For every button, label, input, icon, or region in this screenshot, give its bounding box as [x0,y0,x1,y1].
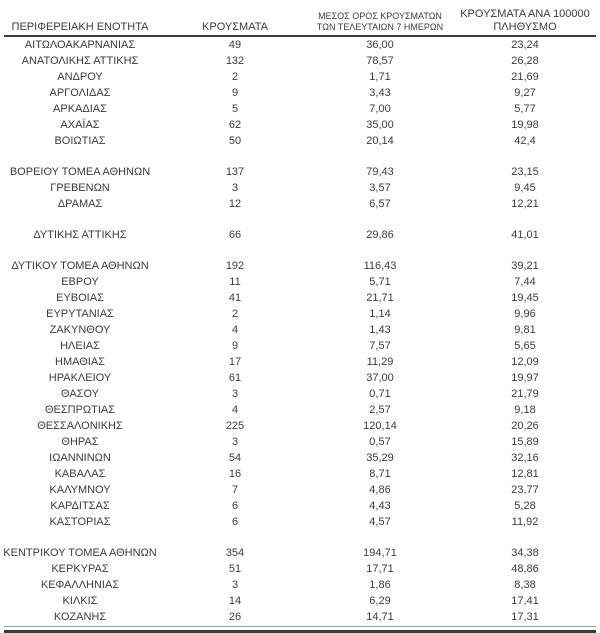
region-cell: ΗΡΑΚΛΕΙΟΥ [48,372,112,384]
table-row [0,338,600,354]
table-row [0,402,600,418]
cases-cell: 3 [231,579,239,591]
avg7-cell: 21,71 [366,292,394,304]
avg7-cell: 5,71 [369,276,391,288]
avg7-cell: 11,29 [366,356,394,368]
cases-cell: 16 [228,468,242,480]
table-row [0,466,600,482]
region-cell: ΚΑΡΔΙΤΣΑΣ [50,500,110,512]
avg7-cell: 3,43 [369,87,391,99]
table-row [0,498,600,514]
per100k-cell: 23,77 [511,484,539,496]
per100k-cell: 8,38 [514,579,536,591]
per100k-cell: 20,26 [511,420,539,432]
avg7-cell: 120,14 [363,420,397,432]
table-row [0,306,600,322]
cases-cell: 50 [228,135,242,147]
avg7-cell: 4,43 [369,500,391,512]
avg7-cell: 116,43 [363,260,397,272]
section-gap [0,149,600,164]
avg7-cell: 4,86 [369,484,391,496]
section-gap [0,212,600,227]
avg7-cell: 79,43 [366,166,394,178]
per100k-cell: 39,21 [511,260,539,272]
header-avg7-label-line2: ΤΩΝ ΤΕΛΕΥΤΑΙΩΝ 7 ΗΜΕΡΩΝ [316,21,444,32]
header-cases-label: ΚΡΟΥΣΜΑΤΑ [202,20,268,33]
per100k-cell: 21,79 [511,388,539,400]
region-cell: ΚΑΛΥΜΝΟΥ [49,484,111,496]
cases-cell: 9 [231,87,239,99]
table-row [0,561,600,577]
region-cell: ΖΑΚΥΝΘΟΥ [49,324,111,336]
table-row [0,274,600,290]
region-cell: ΑΝΑΤΟΛΙΚΗΣ ΑΤΤΙΚΗΣ [21,55,139,67]
avg7-cell: 36,00 [366,39,394,51]
per100k-cell: 12,09 [511,356,539,368]
per100k-cell: 12,21 [511,198,539,210]
cases-cell: 66 [228,229,242,241]
cases-cell: 3 [231,436,239,448]
per100k-cell: 5,77 [514,103,536,115]
table-row [0,101,600,117]
per100k-cell: 32,16 [511,452,539,464]
avg7-cell: 3,57 [369,182,391,194]
per100k-cell: 19,97 [511,372,539,384]
avg7-cell: 35,29 [366,452,394,464]
table-row [0,133,600,149]
header-cases [160,21,310,36]
table-body [0,37,600,625]
region-cell: ΕΥΒΟΙΑΣ [56,292,104,304]
avg7-cell: 6,29 [369,595,391,607]
region-cell: ΒΟΡΕΙΟΥ ΤΟΜΕΑ ΑΘΗΝΩΝ [9,166,151,178]
cases-cell: 2 [231,308,239,320]
region-cell: ΓΡΕΒΕΝΩΝ [50,182,110,194]
cases-cell: 54 [228,452,242,464]
per100k-cell: 42,4 [514,135,536,147]
per100k-cell: 11,92 [511,516,539,528]
cases-cell: 354 [225,547,245,559]
cases-cell: 11 [229,276,241,288]
table-row [0,482,600,498]
region-cell: ΚΑΒΑΛΑΣ [54,468,106,480]
cases-cell: 5 [231,103,239,115]
cases-cell: 49 [228,39,242,51]
avg7-cell: 1,71 [369,71,391,83]
table-row [0,164,600,180]
per100k-cell: 9,96 [514,308,536,320]
region-cell: ΚΕΡΚΥΡΑΣ [51,563,109,575]
per100k-cell: 17,41 [511,595,539,607]
region-cell: ΚΕΝΤΡΙΚΟΥ ΤΟΜΕΑ ΑΘΗΝΩΝ [3,547,157,559]
region-cell: ΚΑΣΤΟΡΙΑΣ [49,516,111,528]
region-cell: ΚΟΖΑΝΗΣ [53,611,107,623]
table-row [0,450,600,466]
table-row [0,196,600,212]
section-gap [0,243,600,258]
region-cell: ΑΧΑΪΑΣ [60,119,100,131]
region-cell: ΘΕΣΠΡΩΤΙΑΣ [44,404,116,416]
cases-cell: 14 [228,595,242,607]
region-cell: ΑΡΓΟΛΙΔΑΣ [49,87,111,99]
table-row [0,386,600,402]
per100k-cell: 26,28 [511,55,539,67]
avg7-cell: 4,57 [369,516,391,528]
avg7-cell: 194,71 [363,547,397,559]
cases-cell: 3 [231,182,239,194]
table-row [0,180,600,196]
per100k-cell: 5,65 [514,340,536,352]
avg7-cell: 0,71 [369,388,391,400]
header-region [0,21,160,36]
avg7-cell: 1,86 [369,579,391,591]
avg7-cell: 78,57 [366,55,394,67]
cases-cell: 6 [231,500,239,512]
avg7-cell: 7,00 [369,103,391,115]
avg7-cell: 35,00 [366,119,394,131]
cases-cell: 41 [228,292,242,304]
table-row [0,69,600,85]
cases-cell: 192 [225,260,245,272]
region-cell: ΗΜΑΘΙΑΣ [55,356,105,368]
avg7-cell: 17,71 [366,563,394,575]
cases-cell: 225 [225,420,245,432]
table-row [0,85,600,101]
table-row [0,609,600,625]
table-row [0,545,600,561]
per100k-cell: 23,24 [511,39,539,51]
region-cell: ΗΛΕΙΑΣ [60,340,100,352]
region-cell: ΙΩΑΝΝΙΝΩΝ [49,452,111,464]
table-row [0,370,600,386]
table-row [0,290,600,306]
per100k-cell: 9,18 [514,404,536,416]
per100k-cell: 5,28 [514,500,536,512]
table-header [0,0,600,35]
avg7-cell: 6,57 [369,198,391,210]
per100k-cell: 7,44 [514,276,536,288]
per100k-cell: 21,69 [511,71,539,83]
cases-cell: 9 [231,340,239,352]
avg7-cell: 1,43 [369,324,391,336]
avg7-cell: 7,57 [369,340,391,352]
per100k-cell: 9,81 [514,324,536,336]
region-cell: ΔΥΤΙΚΗΣ ΑΤΤΙΚΗΣ [33,229,127,241]
per100k-cell: 19,45 [511,292,539,304]
cases-cell: 12 [228,198,242,210]
cases-cell: 17 [228,356,242,368]
region-cell: ΑΝΔΡΟΥ [57,71,103,83]
region-cell: ΑΡΚΑΔΙΑΣ [53,103,107,115]
per100k-cell: 9,45 [514,182,536,194]
avg7-cell: 37,00 [366,372,394,384]
table-row [0,434,600,450]
per100k-cell: 15,89 [511,436,539,448]
region-cell: ΔΡΑΜΑΣ [57,198,103,210]
table-row [0,227,600,243]
header-per100k-label-line1: ΚΡΟΥΣΜΑΤΑ ΑΝΑ 100000 [460,8,590,20]
per100k-cell: 19,98 [511,119,539,131]
cases-cell: 62 [228,119,242,131]
header-per100k-label-line2: ΠΛΗΘΥΣΜΟ [493,20,557,33]
cases-cell: 132 [225,55,245,67]
cases-cell: 4 [231,404,239,416]
per100k-cell: 12,81 [511,468,539,480]
avg7-cell: 20,14 [366,135,394,147]
per100k-cell: 23,15 [511,166,539,178]
per100k-cell: 9,27 [514,87,536,99]
table-row [0,37,600,53]
avg7-cell: 2,57 [369,404,391,416]
table-row [0,418,600,434]
header-per100k [450,8,600,35]
header-avg7 [310,11,450,35]
avg7-cell: 14,71 [366,611,394,623]
region-cell: ΑΙΤΩΛΟΑΚΑΡΝΑΝΙΑΣ [24,39,136,51]
cases-cell: 61 [228,372,242,384]
table-row [0,53,600,69]
region-cell: ΕΒΡΟΥ [61,276,99,288]
cases-cell: 26 [228,611,242,623]
region-cell: ΘΑΣΟΥ [60,388,100,400]
table-row [0,322,600,338]
table-row [0,514,600,530]
per100k-cell: 34,38 [511,547,539,559]
header-avg7-label-line1: ΜΕΣΟΣ ΟΡΟΣ ΚΡΟΥΣΜΑΤΩΝ [318,11,442,21]
cases-cell: 7 [231,484,239,496]
cases-cell: 2 [231,71,239,83]
cases-cell: 51 [228,563,242,575]
avg7-cell: 29,86 [366,229,394,241]
region-cell: ΔΥΤΙΚΟΥ ΤΟΜΕΑ ΑΘΗΝΩΝ [11,260,149,272]
avg7-cell: 0,57 [369,436,391,448]
cases-cell: 3 [231,388,239,400]
table-row [0,258,600,274]
table-row [0,354,600,370]
table-row [0,117,600,133]
per100k-cell: 17,31 [511,611,539,623]
region-cell: ΚΙΛΚΙΣ [62,595,98,607]
region-cell: ΘΗΡΑΣ [61,436,99,448]
table-row [0,577,600,593]
avg7-cell: 1,14 [369,308,391,320]
cases-cell: 4 [231,324,239,336]
section-gap [0,530,600,545]
per100k-cell: 48,86 [511,563,539,575]
cases-cell: 6 [231,516,239,528]
table-row [0,593,600,609]
region-cell: ΚΕΦΑΛΛΗΝΙΑΣ [40,579,120,591]
avg7-cell: 8,71 [369,468,391,480]
cases-cell: 137 [225,166,245,178]
per100k-cell: 41,01 [511,229,539,241]
footer-thin-rule [4,626,596,627]
region-cell: ΒΟΙΩΤΙΑΣ [54,135,106,147]
region-cell: ΘΕΣΣΑΛΟΝΙΚΗΣ [37,420,123,432]
table-footer-rules [0,626,600,633]
header-region-label: ΠΕΡΙΦΕΡΕΙΑΚΗ ΕΝΟΤΗΤΑ [11,20,149,33]
region-cell: ΕΥΡΥΤΑΝΙΑΣ [46,308,114,320]
